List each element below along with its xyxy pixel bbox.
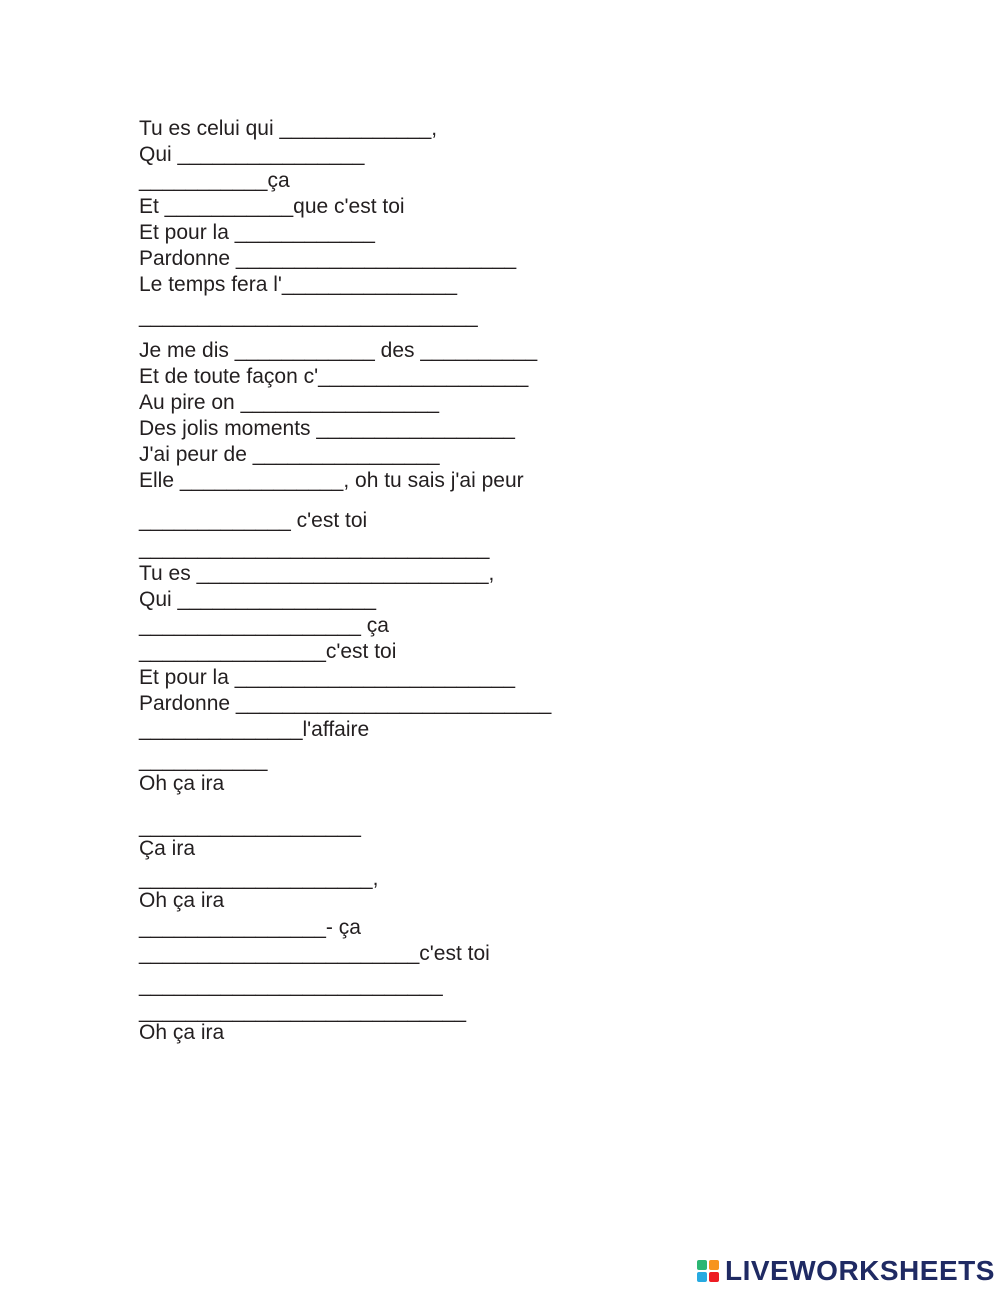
lyric-line: Oh ça ira (139, 889, 225, 912)
lyric-line: Pardonne ___________________________ (139, 692, 552, 715)
lyric-line: ___________________ ça (139, 614, 389, 637)
logo-block-icon (697, 1260, 707, 1270)
lyric-line: ___________ (139, 749, 268, 772)
lyric-line: Et pour la ____________ (139, 221, 375, 244)
lyric-line: Je me dis ____________ des __________ (139, 339, 538, 362)
lyric-line: Le temps fera l'_______________ (139, 273, 458, 296)
lyric-line: Et pour la ________________________ (139, 666, 516, 689)
brand-name: LIVEWORKSHEETS (725, 1255, 995, 1286)
logo-block-icon (709, 1260, 719, 1270)
lyric-line: __________________________ (139, 974, 443, 997)
lyric-line: ___________________ (139, 815, 361, 838)
lyric-line: ______________l'affaire (139, 718, 370, 741)
lyric-line: Tu es _________________________, (139, 562, 495, 585)
lyric-line: Et ___________que c'est toi (139, 195, 405, 218)
lyric-line: ________________- ça (139, 916, 361, 939)
lyric-line: ______________________________ (139, 537, 490, 560)
lyric-line: ____________________________ (139, 1000, 467, 1023)
lyric-line: Qui ________________ (139, 143, 365, 166)
lyric-line: Tu es celui qui _____________, (139, 117, 438, 140)
lyric-line: ________________c'est toi (139, 640, 397, 663)
lyric-line: Des jolis moments _________________ (139, 417, 515, 440)
lyric-line: Ça ira (139, 837, 196, 860)
lyric-line: J'ai peur de ________________ (139, 443, 440, 466)
lyric-line: _____________ c'est toi (139, 509, 368, 532)
lyric-line: Pardonne ________________________ (139, 247, 517, 270)
lyric-line: Et de toute façon c'__________________ (139, 365, 529, 388)
logo-blocks-icon (697, 1260, 719, 1282)
lyric-line: Oh ça ira (139, 1021, 225, 1044)
lyric-line: _____________________________ (139, 305, 478, 328)
lyric-line: Oh ça ira (139, 772, 225, 795)
lyric-line: Qui _________________ (139, 588, 377, 611)
liveworksheets-logo (697, 1254, 995, 1288)
logo-block-icon (697, 1272, 707, 1282)
lyric-line: ____________________, (139, 867, 379, 890)
lyric-line: Elle ______________, oh tu sais j'ai peur (139, 469, 524, 492)
lyric-line: Au pire on _________________ (139, 391, 440, 414)
lyric-line: ________________________c'est toi (139, 942, 490, 965)
lyric-line: ___________ça (139, 169, 290, 192)
logo-block-icon (709, 1272, 719, 1282)
